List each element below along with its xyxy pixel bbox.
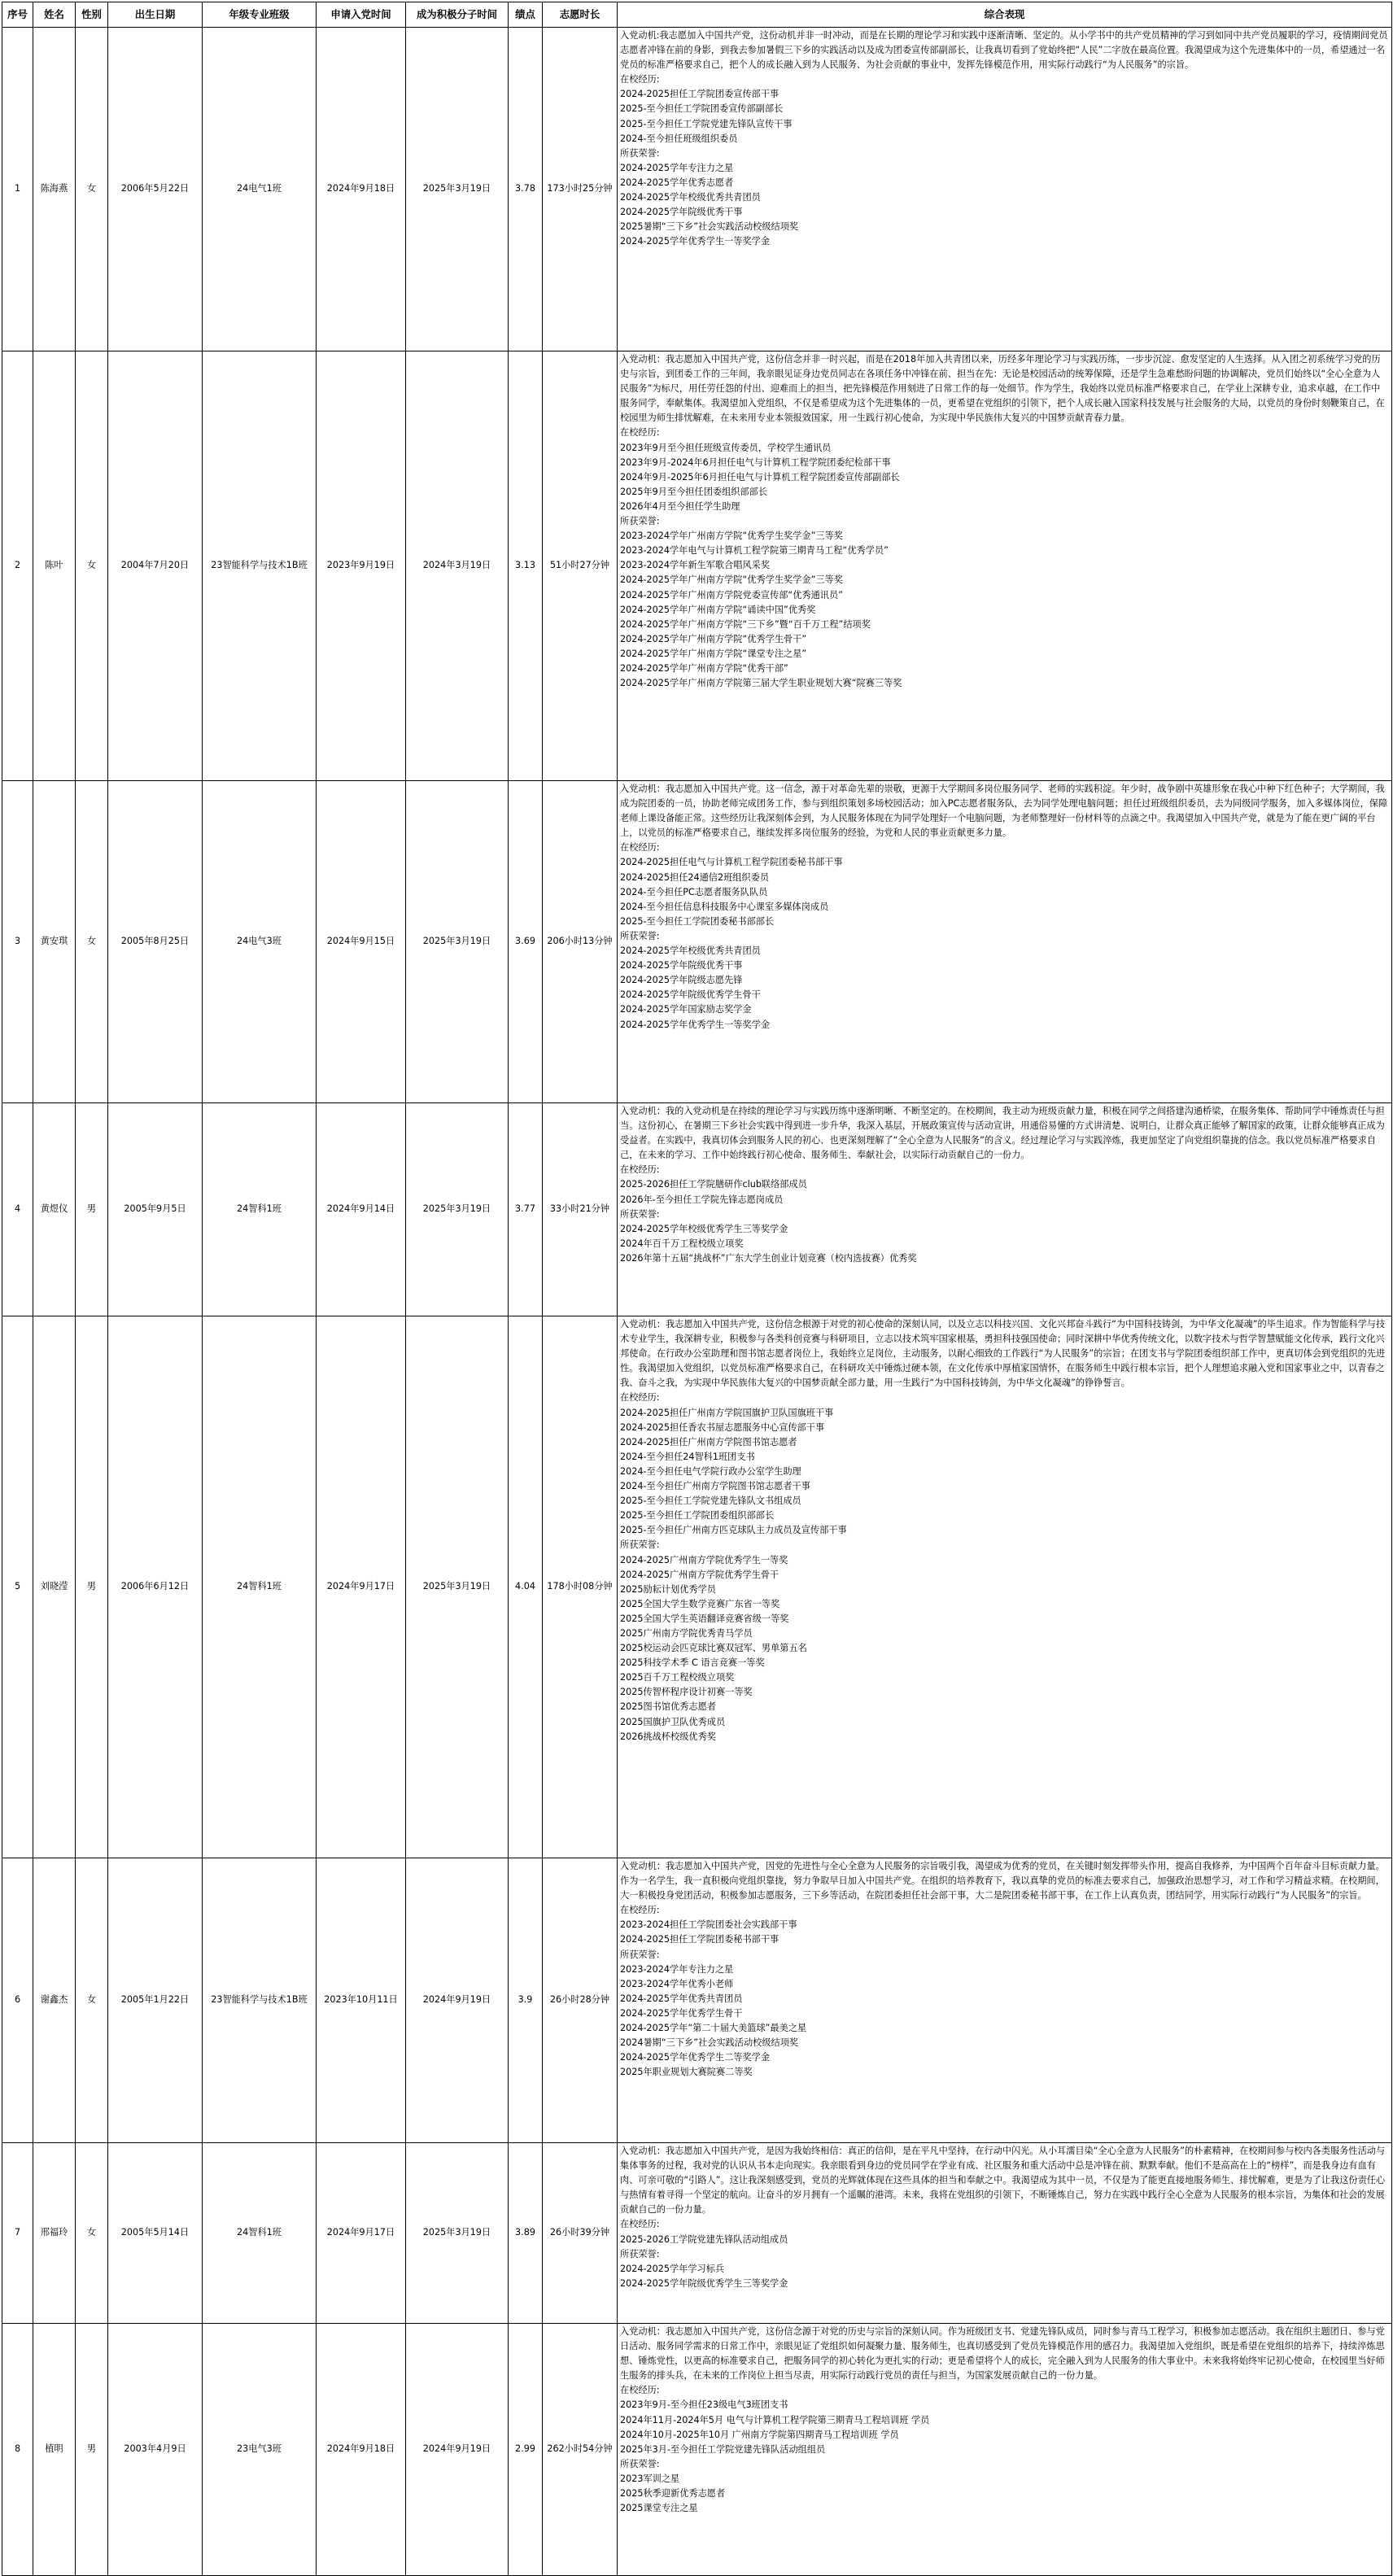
cell-class: 24智科1班 (203, 1103, 317, 1316)
summary-line: 2023-2024学年新生军歌合唱风采奖 (620, 560, 771, 571)
cell-name: 黄安琪 (33, 781, 76, 1103)
cell-volunteer-hours: 51小时27分钟 (543, 351, 618, 781)
cell-birth: 2005年5月14日 (108, 2143, 203, 2324)
cell-class: 24电气1班 (203, 28, 317, 351)
cell-gender: 男 (76, 1103, 108, 1316)
summary-line: 2024-2025学年广州南方学院党委宣传部“优秀通讯员” (620, 589, 843, 600)
summary-line: 2024-2025担任工学院团委宣传部干事 (620, 89, 779, 100)
header-name: 姓名 (33, 2, 76, 28)
cell-activist-date: 2025年3月19日 (406, 1103, 509, 1316)
summary-line: 2023军训之星 (620, 2473, 680, 2484)
cell-gpa: 4.04 (509, 1316, 543, 1858)
cell-birth: 2003年4月9日 (108, 2324, 203, 2576)
cell-volunteer-hours: 26小时39分钟 (543, 2143, 618, 2324)
summary-line: 2025年职业规划大赛院赛二等奖 (620, 2067, 753, 2078)
summary-line: 2025-至今担任广州南方匹克球队主力成员及宣传部干事 (620, 1525, 847, 1536)
cell-apply-date: 2024年9月18日 (317, 2324, 406, 2576)
cell-no: 7 (2, 2143, 33, 2324)
summary-line: 在校经历: (620, 1905, 660, 1916)
summary-motivation: 入党动机：我志愿加入中国共产党。这一信念，源于对革命先辈的崇敬，更源于大学期间多岗位服务同学、老师的实践积淀。年少时，战争剧中英雄形象在我心中种下红色种子；大学期间，我成为院团委的一员，协助老师完成团务工作，参与到组织策划多场校园活动；加入PC志愿者服务队，去为同学处理电脑问题；担任过班级组织委员，去为同级同学服务，加入多媒体岗位，保障老师上课设备能正常。这些经历让我深刻体会到，为人民服务体现在为同学处理好一个电脑问题，为老师整理好一份材料等的点滴之中。我渴望加入中国共产党，就是为了能在更广阔的平台上，以党员的标准严格要求自己，继续发挥多岗位服务的经验，为党和人民的事业贡献更多力量。 (620, 784, 1388, 839)
summary-motivation: 入党动机：我志愿加入中国共产党，是因为我始终相信：真正的信仰，是在平凡中坚持，在行动中闪光。从小耳濡目染“全心全意为人民服务”的朴素精神，在校期间参与校内各类服务性活动与集体事务的过程，我对党的认识从书本走向现实。我亲眼看到身边的党员同学在学业有成、社区服务和重大活动中总是冲锋在前、默默奉献。他们不是高高在上的“榜样”，而是我身边有血有肉、可亲可敬的“引路人”。这让我深刻感受到，党员的光辉就体现在这些具体的担当和奉献之中。我渴望成为其中一员，不仅是为了能更直接地服务师生、排忧解难，更是为了让我这份责任心与热情有着寻得一个坚定的航向。让奋斗的岁月拥有一个遥瞩的港湾。未来，我将在党组织的引领下，不断锤炼自己，努力在实践中践行全心全意为人民服务的根本宗旨，为集体和社会的发展贡献自己的一份力量。 (620, 2146, 1386, 2216)
table-row (2, 28, 1392, 351)
summary-line: 2024-2025学年广州南方学院“课堂专注之星” (620, 648, 807, 659)
cell-summary (618, 1316, 1392, 1858)
cell-name: 黄煜仪 (33, 1103, 76, 1316)
summary-line: 2024年10月-2025年10月 广州南方学院第四期青马工程培训班 学员 (620, 2429, 899, 2440)
summary-line: 2024-至今担任电气学院行政办公室学生助理 (620, 1465, 801, 1477)
cell-name: 陈叶 (33, 351, 76, 781)
summary-line: 2025励耘计划优秀学员 (620, 1583, 716, 1595)
summary-line: 2024-2025学年优秀学生一等奖学金 (620, 236, 771, 247)
summary-line: 2023年9月-至今担任23级电气3班团支书 (620, 2399, 788, 2411)
cell-apply-date: 2024年9月15日 (317, 781, 406, 1103)
cell-gpa: 3.13 (509, 351, 543, 781)
cell-name: 刘晓滢 (33, 1316, 76, 1858)
summary-line: 2024-2025学年院级优秀学生骨干 (620, 989, 761, 1001)
cell-class: 23智能科学与技术1B班 (203, 351, 317, 781)
summary-line: 2024-2025学年校级优秀共青团员 (620, 945, 761, 957)
summary-line: 2024-2025学年广州南方学院“诵读中国”优秀奖 (620, 604, 816, 615)
cell-gpa: 3.89 (509, 2143, 543, 2324)
summary-line: 2026年4月至今担任学生助理 (620, 500, 740, 512)
summary-line: 2024-2025学年院级志愿先锋 (620, 975, 743, 986)
summary-line: 2023-2024学年优秀小老师 (620, 1978, 734, 1989)
cell-apply-date: 2024年9月14日 (317, 1103, 406, 1316)
header-class: 年级专业班级 (203, 2, 317, 28)
summary-motivation: 入党动机：我的入党动机是在持续的理论学习与实践历练中逐渐明晰、不断坚定的。在校期间，我主动为班级贡献力量，积极在同学之间搭建沟通桥梁，在服务集体、帮助同学中锤炼责任与担当。这份初心，在暑期三下乡社会实践中得到进一步升华，我深入基层，开展政策宣传与活动宣讲，用通俗易懂的方式讲清楚、说明白，让群众真正能够了解国家的政策，让群众能够真正成为受益者。在实践中，我真切体会到服务人民的初心、也更深刻理解了“全心全意为人民服务”的含义。经过理论学习与实践淬炼，我更加坚定了向党组织靠拢的信念。我以党员标准严格要求自己，在未来的学习、工作中始终践行初心使命、服务师生、奉献社会，以实际行动贡献自己的一份力。 (620, 1106, 1385, 1161)
cell-no: 8 (2, 2324, 33, 2576)
summary-line: 2025全国大学生数学竞赛广东省一等奖 (620, 1598, 780, 1609)
summary-line: 2025校运动会匹克球比赛双冠军、男单第五名 (620, 1643, 807, 1654)
summary-line: 2025年9月至今担任团委组织部部长 (620, 486, 768, 497)
cell-volunteer-hours: 33小时21分钟 (543, 1103, 618, 1316)
summary-line: 2025课堂专注之星 (620, 2503, 698, 2514)
cell-apply-date: 2024年9月18日 (317, 28, 406, 351)
cell-class: 24智科1班 (203, 1316, 317, 1858)
header-no: 序号 (2, 2, 33, 28)
summary-line: 2025图书馆优秀志愿者 (620, 1701, 716, 1713)
cell-gpa: 3.77 (509, 1103, 543, 1316)
cell-volunteer-hours: 178小时08分钟 (543, 1316, 618, 1858)
cell-activist-date: 2025年3月19日 (406, 28, 509, 351)
cell-apply-date: 2024年9月17日 (317, 1316, 406, 1858)
summary-line: 在校经历: (620, 1392, 660, 1404)
summary-line: 在校经历: (620, 1164, 660, 1176)
cell-volunteer-hours: 173小时25分钟 (543, 28, 618, 351)
cell-birth: 2006年5月22日 (108, 28, 203, 351)
summary-line: 2025科技学术季 C 语言竞赛一等奖 (620, 1657, 765, 1669)
summary-line: 2025全国大学生英语翻译竞赛省级一等奖 (620, 1613, 789, 1624)
cell-gender: 女 (76, 781, 108, 1103)
cell-name: 谢鑫杰 (33, 1858, 76, 2143)
summary-line: 所获荣誉: (620, 516, 660, 527)
summary-line: 所获荣誉: (620, 147, 660, 159)
summary-line: 2024-2025担任广州南方学院图书馆志愿者 (620, 1436, 797, 1447)
summary-line: 2024-2025学年广州南方学院“三下乡”暨“百千万工程”结项奖 (620, 618, 871, 630)
cell-volunteer-hours: 26小时28分钟 (543, 1858, 618, 2143)
cell-no: 3 (2, 781, 33, 1103)
summary-line: 2024-2025学年国家励志奖学金 (620, 1004, 752, 1015)
summary-line: 所获荣誉: (620, 2458, 660, 2469)
summary-line: 2024-2025学年“第二十届大美篮球”最美之星 (620, 2023, 807, 2034)
summary-line: 2024-2025学年学习标兵 (620, 2263, 725, 2274)
summary-line: 在校经历: (620, 427, 660, 439)
summary-line: 在校经历: (620, 2219, 660, 2230)
summary-line: 2024-2025学年院级优秀干事 (620, 207, 743, 218)
cell-class: 24智科1班 (203, 2143, 317, 2324)
summary-line: 2025-至今担任工学院团委组织部部长 (620, 1510, 775, 1522)
cell-activist-date: 2024年3月19日 (406, 351, 509, 781)
cell-summary (618, 28, 1392, 351)
summary-line: 2024-至今担任广州南方学院图书馆志愿者干事 (620, 1481, 810, 1492)
cell-activist-date: 2024年9月19日 (406, 1858, 509, 2143)
cell-gpa: 3.9 (509, 1858, 543, 2143)
summary-line: 2024-2025学年优秀共青团员 (620, 1993, 743, 2004)
summary-line: 2026挑战杯校级优秀奖 (620, 1731, 716, 1742)
summary-line: 2023-2024学年专注力之星 (620, 1963, 734, 1975)
summary-line: 2024-2025学年专注力之星 (620, 162, 734, 173)
summary-line: 在校经历: (620, 74, 660, 85)
cell-summary (618, 2324, 1392, 2576)
summary-line: 2024-至今担任24智科1班团支书 (620, 1451, 755, 1462)
summary-line: 2025-至今担任工学院党建先锋队文书组成员 (620, 1495, 801, 1507)
summary-line: 2026年第十五届“挑战杯”广东大学生创业计划竞赛（校内选拔赛）优秀奖 (620, 1252, 917, 1264)
summary-line: 2024暑期“三下乡”社会实践活动校级结项奖 (620, 2037, 799, 2049)
summary-motivation: 入党动机：我志愿加入中国共产党，这份信念源于对党的历史与宗旨的深刻认同。作为班级团支书、党建先锋队成员，同时参与青马工程学习，积极参加志愿活动。我在组织主题团日、参与党日活动、服务同学需求的日常工作中，亲眼见证了党组织如何凝聚力量、服务师生，也真切感受到了党员先锋模范作用的感召力。我渴望加入党组织，既是希望在党组织的培养下，持续淬炼思想、锤炼党性，以更高的标准要求自己，把服务同学的初心转化为更扎实的行动；更是希望将个人的成长，完全融入到为人民服务的伟大事业中。未来我将始终牢记初心使命，在校园里当好师生服务的排头兵，在未来的工作岗位上担当尽责，用实际行动践行党员的责任与担当，为国家发展贡献自己的一份力量。 (620, 2326, 1385, 2382)
cell-birth: 2005年9月5日 (108, 1103, 203, 1316)
summary-line: 2023年9月至今担任班级宣传委员，学校学生通讯员 (620, 442, 832, 453)
summary-motivation: 入党动机：我志愿加入中国共产党，因党的先进性与全心全意为人民服务的宗旨吸引我，渴望成为优秀的党员，在关键时刻发挥带头作用，提高自我修养，为中国两个百年奋斗目标贡献力量。作为一名学生，我一直积极向党组织靠拢，努力争取早日加入中国共产党。在组织的培养教育下，我以真挚的党员的标准去要求自己，加强政治思想学习，对工作和学习精益求精。在校期间，大一积极投身党团活动，积极参加志愿服务，三下乡等活动，在院团委担任社会部干事，大二是院团委秘书部干事，在工作上认真负责，团结同学，用实际行动践行“为人民服务”的宗旨。 (620, 1861, 1385, 1901)
cell-activist-date: 2025年3月19日 (406, 781, 509, 1103)
cell-gpa: 3.78 (509, 28, 543, 351)
summary-line: 2024-2025学年优秀志愿者 (620, 177, 734, 188)
cell-apply-date: 2023年10月11日 (317, 1858, 406, 2143)
summary-line: 2024年11月-2024年5月 电气与计算机工程学院第三期青马工程培训班 学员 (620, 2414, 930, 2425)
summary-line: 2025暑期“三下乡”社会实践活动校级结项奖 (620, 221, 799, 233)
cell-activist-date: 2024年9月19日 (406, 2324, 509, 2576)
table-row (2, 1858, 1392, 2143)
cell-volunteer-hours: 206小时13分钟 (543, 781, 618, 1103)
table-row (2, 351, 1392, 781)
header-summary: 综合表现 (618, 2, 1392, 28)
cell-gpa: 2.99 (509, 2324, 543, 2576)
summary-line: 2023-2024学年广州南方学院“优秀学生奖学金”三等奖 (620, 530, 843, 542)
table-row (2, 781, 1392, 1103)
summary-motivation: 入党动机：我志愿加入中国共产党，这份信念并非一时兴起，而是在2018年加入共青团以来，历经多年理论学习与实践历练，一步步沉淀、愈发坚定的人生选择。从入团之初系统学习党的历史与宗旨，到团委工作的三年间，我亲眼见证身边党员同志在各项任务中冲锋在前、担当在先：无论是校园活动的统筹保障，还是学生急难愁盼问题的协调解决，党员们始终以“全心全意为人民服务”为标尺，用任劳任怨的付出、迎难而上的担当，把先锋模范作用刻进了日常工作的每一处细节。作为学生，我始终以党员标准严格要求自己，在学业上深耕专业，追求卓越，在工作中服务同学，奉献集体。我渴望加入党组织，不仅是希望成为这个先进集体的一员，更希望在党组织的引领下，把个人成长融入国家科技发展与社会服务的大局，以党员的身份时刻鞭策自己，在校园里为师生排忧解难，在未来用专业本领报效国家，用一生践行初心使命，为实现中华民族伟大复兴的中国梦贡献青春力量。 (620, 354, 1385, 424)
table-row (2, 1103, 1392, 1316)
header-row (2, 2, 1392, 28)
summary-line: 2024-2025学年校级优秀学生三等奖学金 (620, 1223, 788, 1234)
members-table (2, 2, 1392, 2576)
header-volunteer-hours: 志愿时长 (543, 2, 618, 28)
cell-summary (618, 781, 1392, 1103)
summary-line: 2024-2025学年广州南方学院第三届大学生职业规划大赛“院赛三等奖 (620, 678, 902, 689)
cell-name: 陈海燕 (33, 28, 76, 351)
summary-line: 所获荣誉: (620, 1539, 660, 1551)
cell-gender: 女 (76, 351, 108, 781)
summary-line: 2024-2025学年优秀学生二等奖学金 (620, 2052, 771, 2063)
header-birth: 出生日期 (108, 2, 203, 28)
cell-no: 5 (2, 1316, 33, 1858)
summary-line: 2023年9月-2024年6月担任电气与计算机工程学院团委纪检部干事 (620, 456, 891, 468)
cell-apply-date: 2023年9月19日 (317, 351, 406, 781)
summary-line: 2024-2025学年广州南方学院“优秀学生奖学金”三等奖 (620, 574, 843, 586)
cell-gpa: 3.69 (509, 781, 543, 1103)
cell-no: 6 (2, 1858, 33, 2143)
cell-summary (618, 1103, 1392, 1316)
cell-no: 4 (2, 1103, 33, 1316)
summary-line: 2024-2025学年院级优秀干事 (620, 960, 743, 971)
summary-line: 2025传智杯程序设计初赛一等奖 (620, 1687, 753, 1698)
header-gpa: 绩点 (509, 2, 543, 28)
cell-activist-date: 2025年3月19日 (406, 2143, 509, 2324)
summary-motivation: 入党动机：我志愿加入中国共产党，这份信念根源于对党的初心使命的深刻认同，以及立志以科技兴国、文化兴邦奋斗践行“为中国科技铸剑，为中华文化凝魂”的毕生追求。作为智能科学与技术专业学生，我深耕专业，积极参与各类科创竞赛与科研项目，立志以技术筑牢国家根基，勇担科技强国使命；同时深耕中华优秀传统文化，以数字技术与哲学智慧赋能文化传承，践行文化兴邦使命。在行政办公室助理和图书馆志愿者岗位上，我始终立足岗位，主动服务，以耐心细致的工作践行“为人民服务”的宗旨；在团支书与学院团委组织部工作中，更真切体会到党组织的先进性。我渴望加入党组织，以党员标准严格要求自己，在科研攻关中锤炼过硬本领，在文化传承中厚植家国情怀，在服务师生中践行根本宗旨，把个人理想追求融入党和国家事业之中，以青春之我、奋斗之我，为实现中华民族伟大复兴的中国梦贡献全部力量，用一生践行“为中国科技铸剑，为中华文化凝魂”的铮铮誓言。 (620, 1319, 1386, 1389)
summary-line: 2023-2024学年电气与计算机工程学院第三期青马工程“优秀学员” (620, 545, 889, 557)
cell-gender: 男 (76, 1316, 108, 1858)
summary-line: 2025-至今担任工学院团委秘书部部长 (620, 915, 775, 927)
table-row (2, 2324, 1392, 2576)
summary-line: 2025秋季迎新优秀志愿者 (620, 2488, 726, 2500)
summary-line: 在校经历: (620, 842, 660, 854)
summary-motivation: 入党动机:我志愿加入中国共产党，这份动机并非一时冲动，而是在长期的理论学习和实践中逐渐清晰、坚定的。从小学书中的共产党员精神的学习到如同中共产党员履职的学习，疫情期间党员志愿者冲锋在前的身影，到我去参加暑假三下乡的实践活动以及成为团委宣传部副部长，让我真切看到了党始终把“人民”二字放在最高位置。我渴望成为这个先进集体中的一员，希望通过一名党员的标准严格要求自己，把个人的成长融入到为人民服务、为社会贡献的事业中，发挥先锋模范作用，用实际行动践行“为人民服务”的宗旨。 (620, 30, 1388, 71)
header-apply-date: 申请入党时间 (317, 2, 406, 28)
summary-line: 2024-2025担任24通信2班组织委员 (620, 871, 770, 883)
summary-line: 在校经历: (620, 2385, 660, 2396)
summary-line: 2024-2025学年院级优秀学生三等奖学金 (620, 2277, 788, 2289)
cell-apply-date: 2024年9月17日 (317, 2143, 406, 2324)
cell-summary (618, 2143, 1392, 2324)
summary-line: 2025-2026担任工学院膳研作club联络部成员 (620, 1179, 807, 1190)
summary-line: 2024-2025学年优秀学生骨干 (620, 2007, 743, 2019)
summary-line: 2024-至今担任班级组织委员 (620, 133, 738, 144)
header-gender: 性别 (76, 2, 108, 28)
summary-line: 2023-2024担任工学院团委社会实践部干事 (620, 1919, 797, 1931)
summary-line: 2024-2025广州南方学院优秀学生骨干 (620, 1569, 779, 1580)
cell-no: 2 (2, 351, 33, 781)
summary-line: 2026年-至今担任工学院先锋志愿岗成员 (620, 1194, 784, 1205)
summary-line: 2024-2025担任香农书屋志愿服务中心宣传部干事 (620, 1421, 825, 1433)
cell-summary (618, 351, 1392, 781)
table-row (2, 1316, 1392, 1858)
summary-line: 所获荣誉: (620, 930, 660, 941)
cell-birth: 2005年1月22日 (108, 1858, 203, 2143)
summary-line: 2024-2025广州南方学院优秀学生一等奖 (620, 1554, 788, 1565)
summary-line: 2024-2025学年广州南方学院“优秀学生骨干” (620, 633, 807, 644)
cell-volunteer-hours: 262小时54分钟 (543, 2324, 618, 2576)
cell-summary (618, 1858, 1392, 2143)
summary-line: 所获荣誉: (620, 1208, 660, 1220)
header-activist-date: 成为积极分子时间 (406, 2, 509, 28)
cell-class: 23电气3班 (203, 2324, 317, 2576)
cell-birth: 2004年7月20日 (108, 351, 203, 781)
cell-birth: 2006年6月12日 (108, 1316, 203, 1858)
cell-gender: 男 (76, 2324, 108, 2576)
summary-line: 2025-2026工学院党建先锋队活动组成员 (620, 2233, 788, 2245)
cell-class: 23智能科学与技术1B班 (203, 1858, 317, 2143)
summary-line: 2024-2025担任工学院团委秘书部干事 (620, 1934, 779, 1945)
table-row (2, 2143, 1392, 2324)
summary-line: 2025-至今担任工学院团委宣传部副部长 (620, 103, 784, 115)
cell-gender: 女 (76, 28, 108, 351)
cell-gender: 女 (76, 2143, 108, 2324)
summary-line: 所获荣誉: (620, 2248, 660, 2259)
cell-birth: 2005年8月25日 (108, 781, 203, 1103)
summary-line: 2024-2025担任广州南方学院国旗护卫队国旗班干事 (620, 1407, 834, 1418)
cell-class: 24电气3班 (203, 781, 317, 1103)
summary-line: 2024-2025学年广州南方学院“优秀干部” (620, 662, 788, 674)
summary-line: 2025广州南方学院优秀青马学员 (620, 1627, 753, 1639)
summary-line: 2025年3月-至今担任工学院党建先锋队活动组组员 (620, 2443, 826, 2455)
summary-line: 2025国旗护卫队优秀成员 (620, 1716, 726, 1727)
summary-line: 2024-2025担任电气与计算机工程学院团委秘书部干事 (620, 857, 843, 868)
summary-line: 2024-至今担任PC志愿者服务队队员 (620, 886, 768, 897)
summary-line: 2024年9月-2025年6月担任电气与计算机工程学院团委宣传部副部长 (620, 471, 900, 482)
summary-line: 2025百千万工程校级立项奖 (620, 1672, 735, 1683)
summary-line: 2024-至今担任信息科技服务中心课室多媒体岗成员 (620, 901, 829, 912)
summary-line: 2024-2025学年校级优秀共青团员 (620, 192, 761, 203)
summary-line: 2025-至今担任工学院党建先锋队宣传干事 (620, 118, 793, 129)
cell-name: 植明 (33, 2324, 76, 2576)
cell-activist-date: 2025年3月19日 (406, 1316, 509, 1858)
summary-line: 2024-2025学年优秀学生一等奖学金 (620, 1019, 771, 1030)
cell-gender: 女 (76, 1858, 108, 2143)
cell-name: 邢福玲 (33, 2143, 76, 2324)
cell-no: 1 (2, 28, 33, 351)
summary-line: 2024年百千万工程校级立项奖 (620, 1238, 744, 1249)
summary-line: 所获荣誉: (620, 1949, 660, 1960)
